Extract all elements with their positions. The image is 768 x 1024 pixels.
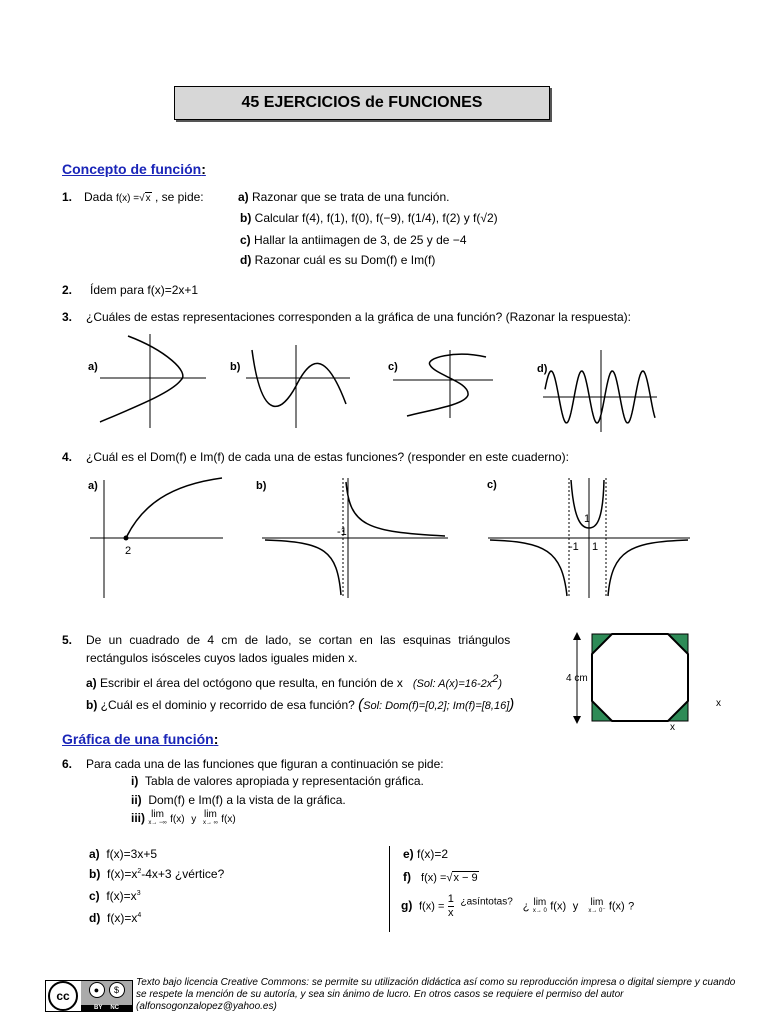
section-heading-concepto: Concepto de función: [62, 161, 206, 177]
no-dollar-icon: $ [109, 982, 125, 998]
column-divider [389, 846, 390, 932]
exercise-1a: a) Razonar que se trata de una función. [238, 190, 450, 204]
square-figure [573, 632, 688, 724]
license-text: Texto bajo licencia Creative Commons: se permite su utilización didáctica así como su reproducción impresa o digital siempre y cuando se respete la mención de su autoría, y sea sin ánimo de lucro. En otros casos se requiere el permiso del autor (alfonsogonzalopez@yahoo.es) [136, 977, 736, 1012]
person-icon: ● [89, 982, 105, 998]
page-title: 45 EJERCICIOS de FUNCIONES [174, 86, 550, 120]
graph-4c-branch-right [608, 540, 688, 596]
function-b: b) $f(x)=x^2-4x+3$ ¿vértice? [89, 867, 225, 881]
graph-3c-curve [407, 354, 486, 416]
arrow-head-up-icon [573, 632, 581, 640]
graph-4c-tick-neg: -1 [569, 541, 579, 553]
graph-4a-label: a) [88, 480, 98, 492]
graph-3b-label: b) [230, 361, 241, 373]
graph-4a-tick: 2 [125, 545, 132, 557]
graph-4c-tick-pos: 1 [592, 541, 599, 553]
graph-4c-label: c) [487, 479, 497, 491]
function-d: d) $f(x)=x^4$ [89, 911, 142, 925]
nc-label: NC [110, 1005, 119, 1011]
by-label: BY [93, 1005, 103, 1011]
exercise-3-text: ¿Cuáles de estas representaciones corresponden a la gráfica de una función? (Razonar la respuesta): [86, 310, 631, 324]
section-heading-grafica: Gráfica de una función: [62, 731, 219, 747]
graph-4c [488, 478, 690, 598]
exercise-4-text: ¿Cuál es el Dom(f) e Im(f) de cada una de estas funciones? (responder en este cuaderno): [86, 450, 569, 464]
function-a: a) f(x)=3x+5 [89, 847, 158, 861]
exercise-3-number: 3. [62, 310, 73, 324]
graph-4a [90, 478, 223, 598]
graph-3d [543, 350, 657, 432]
octagon [592, 634, 688, 721]
exercise-5-line2: rectángulos isósceles cuyos lados iguales miden x. [86, 651, 358, 665]
function-f: f) f(x) =√x − 9 [403, 870, 478, 884]
exercise-6-i: i) Tabla de valores apropiada y representación gráfica. [131, 774, 424, 788]
graph-4b-tick: -1 [337, 526, 347, 538]
graph-4a-curve [126, 478, 222, 538]
exercise-5-number: 5. [62, 633, 73, 647]
exercise-1-intro: Dada f(x) =√x , se pide: [84, 190, 204, 204]
graph-3a-label: a) [88, 361, 98, 373]
exercise-1b: b) Calcular f(4), f(1), f(0), f(−9), f(1/4), f(2) y f(√2) [240, 211, 498, 225]
creative-commons-logo [45, 980, 133, 1012]
graph-4a-point [124, 536, 129, 541]
exercise-5b: b) ¿Cuál es el dominio y recorrido de esa función? (Sol: Dom(f)=[0,2]; Im(f)=[8,16]) [86, 696, 515, 713]
graph-4b-branch-left [265, 540, 341, 595]
exercise-1c: c) Hallar la antiimagen de 3, de 25 y de −4 [240, 233, 467, 247]
graph-3b [246, 345, 350, 428]
exercise-5a: a) Escribir el área del octógono que resulta, en función de x (Sol: $A(x)=16-2x^2$) [86, 673, 503, 690]
square-outline [592, 634, 688, 721]
square-side-label: 4 cm [566, 673, 588, 684]
arrow-head-down-icon [573, 716, 581, 724]
exercise-1-number: 1. [62, 190, 73, 204]
exercise-1d: d) Razonar cuál es su Dom(f) e Im(f) [240, 253, 436, 267]
graph-3c [393, 350, 493, 418]
square-x-label-bottom: x [670, 722, 675, 733]
graph-3c-label: c) [388, 361, 398, 373]
exercise-6-number: 6. [62, 757, 73, 771]
square-x-label-right: x [716, 698, 721, 709]
exercise-4-number: 4. [62, 450, 73, 464]
graph-3d-label: d) [537, 363, 548, 375]
graph-4c-tick-y: 1 [584, 513, 591, 525]
function-c: c) $f(x)=x^3$ [89, 889, 141, 903]
exercise-2-text: Ídem para f(x)=2x+1 [90, 283, 199, 297]
exercise-6-ii: ii) Dom(f) e Im(f) a la vista de la gráfica. [131, 793, 346, 807]
exercise-6-text: Para cada una de las funciones que figuran a continuación se pide: [86, 757, 444, 771]
cc-icon: cc [48, 981, 78, 1011]
graph-4b-branch-right [346, 482, 445, 536]
graph-4b [262, 478, 448, 598]
function-g: g) f(x) = $\frac{1}{x}$ $^{¿asíntotas?}$ ¿ lim x→ 0 f(x) y lim x→ 0⁻ f(x) ? [401, 893, 635, 919]
graph-3a-curve [100, 336, 183, 422]
graph-4b-label: b) [256, 480, 267, 492]
exercise-6-iii: iii) lim x→ −∞ f(x) y lim x→ ∞ f(x) [131, 809, 236, 826]
function-e: e) f(x)=2 [403, 847, 449, 861]
exercise-5-line1: De un cuadrado de 4 cm de lado, se cortan en las esquinas triángulos [86, 633, 511, 647]
graph-4c-branch-left [490, 540, 567, 596]
exercise-2-number: 2. [62, 283, 73, 297]
